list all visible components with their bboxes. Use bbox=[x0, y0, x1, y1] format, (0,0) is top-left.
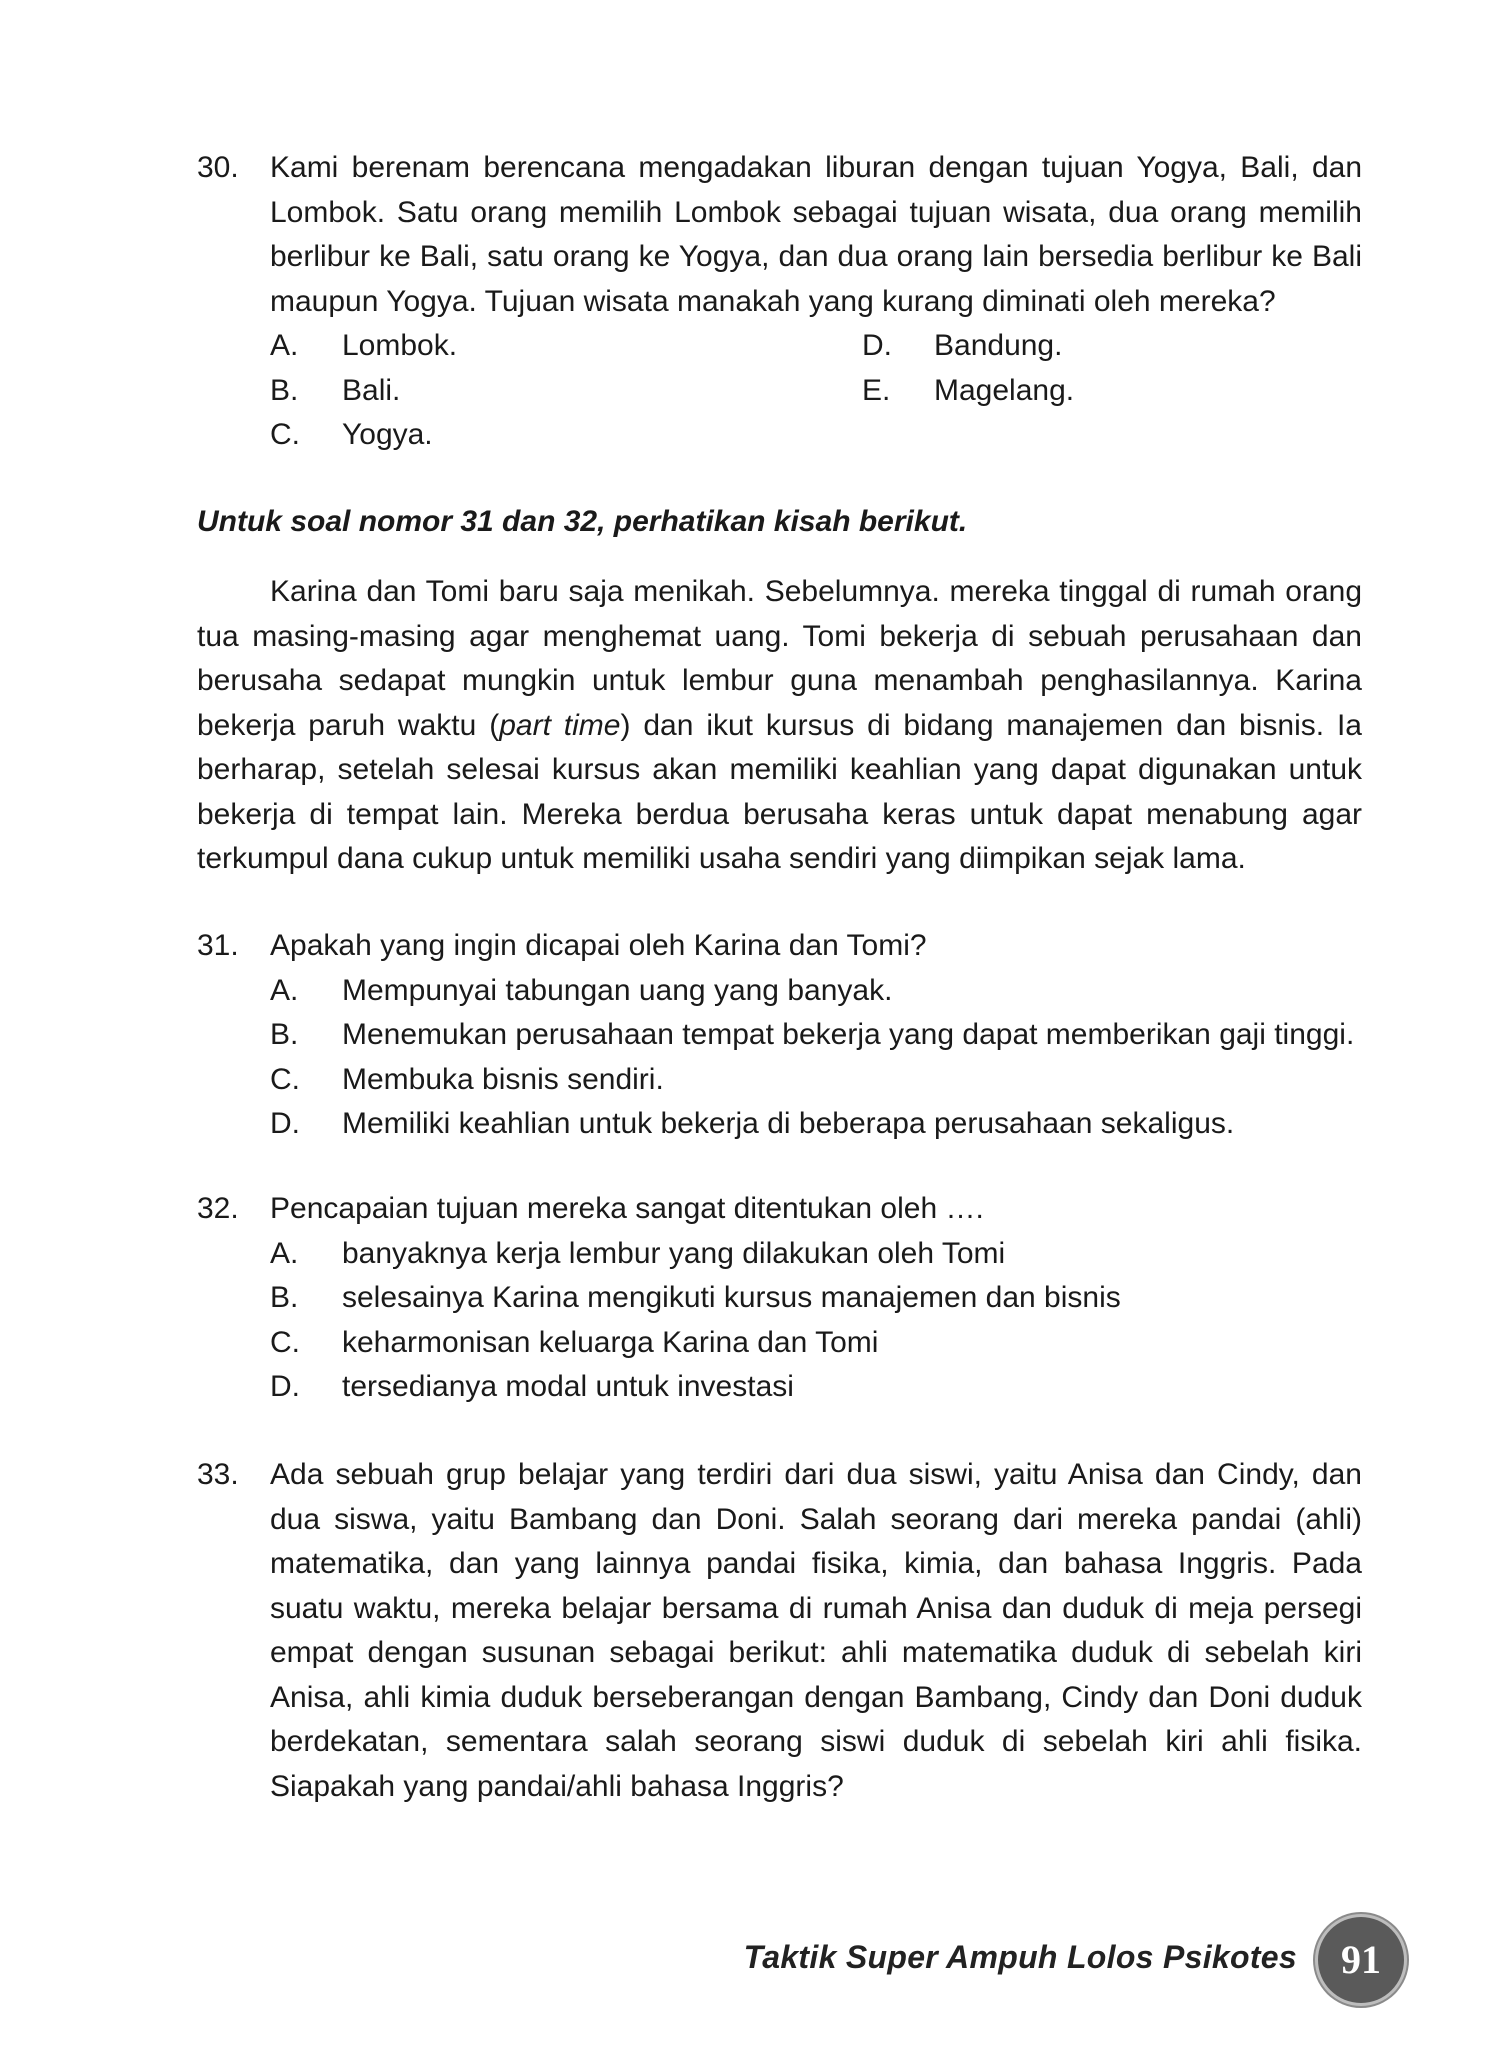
option-b bbox=[270, 1276, 1362, 1321]
option-letter: A. bbox=[270, 1236, 299, 1270]
option-d bbox=[270, 1102, 1362, 1147]
question-31 bbox=[197, 924, 1362, 1147]
option-letter: B. bbox=[270, 1018, 299, 1051]
option-d bbox=[270, 1365, 1362, 1410]
section-intro: Untuk soal nomor 31 dan 32, perhatikan kisah berikut. bbox=[197, 505, 968, 538]
option-text: Memiliki keahlian untuk bekerja di beberapa perusahaan sekaligus. bbox=[342, 1107, 1235, 1140]
option-letter: B. bbox=[270, 373, 299, 407]
option-letter: C. bbox=[270, 1062, 300, 1096]
option-text: Bali. bbox=[342, 373, 401, 407]
story-italic-term: part time bbox=[499, 708, 621, 742]
question-stem: Pencapaian tujuan mereka sangat ditentukan oleh …. bbox=[270, 1192, 984, 1225]
option-letter: D. bbox=[270, 1370, 300, 1403]
option-b bbox=[270, 369, 830, 414]
option-text: tersedianya modal untuk investasi bbox=[342, 1370, 794, 1403]
question-number: 32. bbox=[197, 1192, 239, 1225]
answer-options bbox=[270, 324, 1362, 458]
question-stem: Kami berenam berencana mengadakan liburan dengan tujuan Yogya, Bali, dan Lombok. Satu orang memilih Lombok sebagai tujuan wisata, dua orang memilih berlibur ke Bali, satu orang ke Yogya, dan dua orang lain bersedia berlibur ke Bali maupun Yogya. Tujuan wisata manakah yang kurang diminati oleh mereka? bbox=[270, 151, 1362, 318]
option-letter: D. bbox=[862, 329, 892, 362]
option-letter: B. bbox=[270, 1281, 299, 1314]
option-letter: D. bbox=[270, 1107, 300, 1140]
question-30 bbox=[197, 146, 1362, 458]
option-text: keharmonisan keluarga Karina dan Tomi bbox=[342, 1325, 879, 1359]
option-text: Yogya. bbox=[342, 418, 433, 451]
option-letter: C. bbox=[270, 418, 300, 451]
option-text: Magelang. bbox=[934, 373, 1075, 407]
option-text: Menemukan perusahaan tempat bekerja yang dapat memberikan gaji tinggi. bbox=[342, 1018, 1355, 1051]
answer-options bbox=[270, 969, 1362, 1147]
option-a bbox=[270, 1232, 1362, 1277]
option-text: selesainya Karina mengikuti kursus manajemen dan bisnis bbox=[342, 1281, 1121, 1314]
page-number: 91 bbox=[1341, 1937, 1381, 1982]
story-paragraph bbox=[197, 570, 1362, 882]
option-text: Lombok. bbox=[342, 329, 458, 362]
option-c bbox=[270, 1058, 1362, 1103]
option-a bbox=[270, 324, 830, 369]
question-stem: Apakah yang ingin dicapai oleh Karina dan Tomi? bbox=[270, 929, 927, 962]
option-text: Mempunyai tabungan uang yang banyak. bbox=[342, 973, 893, 1007]
question-number: 30. bbox=[197, 151, 239, 184]
option-b bbox=[270, 1013, 1362, 1058]
option-letter: A. bbox=[270, 973, 299, 1007]
question-33 bbox=[197, 1453, 1362, 1809]
option-c bbox=[270, 413, 830, 458]
option-text: Bandung. bbox=[934, 329, 1063, 362]
question-number: 31. bbox=[197, 929, 239, 962]
answer-options bbox=[270, 1232, 1362, 1410]
option-a bbox=[270, 969, 1362, 1014]
page-number-badge bbox=[1318, 1917, 1404, 2003]
option-text: Membuka bisnis sendiri. bbox=[342, 1062, 664, 1096]
question-32 bbox=[197, 1187, 1362, 1410]
option-text: banyaknya kerja lembur yang dilakukan oleh Tomi bbox=[342, 1236, 1006, 1270]
story-text-part2: ) dan ikut kursus di bidang manajemen dan bisnis. Ia berharap, setelah selesai kursus akan memiliki keahlian yang dapat digunakan untuk bekerja di tempat lain. Mereka berdua berusaha keras untuk dapat menabung agar terkumpul dana cukup untuk memiliki usaha sendiri yang diimpikan sejak lama. bbox=[197, 708, 1362, 875]
question-number: 33. bbox=[197, 1458, 239, 1491]
option-letter: E. bbox=[862, 373, 891, 407]
option-letter: C. bbox=[270, 1325, 300, 1359]
option-letter: A. bbox=[270, 329, 299, 362]
book-title: Taktik Super Ampuh Lolos Psikotes bbox=[743, 1939, 1297, 1975]
story-text-part1: Karina dan Tomi baru saja menikah. Sebelumnya. mereka tinggal di rumah orang tua masing-masing agar menghemat uang. Tomi bekerja di sebuah perusahaan dan berusaha sedapat mungkin untuk lembur guna menambah penghasilannya. Karina bekerja paruh waktu ( bbox=[197, 575, 1362, 742]
question-stem: Ada sebuah grup belajar yang terdiri dari dua siswi, yaitu Anisa dan Cindy, dan dua siswa, yaitu Bambang dan Doni. Salah seorang dari mereka pandai (ahli) matematika, dan yang lainnya pandai fisika, kimia, dan bahasa Inggris. Pada suatu waktu, mereka belajar bersama di rumah Anisa dan duduk di meja persegi empat dengan susunan sebagai berikut: ahli matematika duduk di sebelah kiri Anisa, ahli kimia duduk berseberangan dengan Bambang, Cindy dan Doni duduk berdekatan, sementara salah seorang siswi duduk di sebelah kiri ahli fisika. Siapakah yang pandai/ahli bahasa Inggris? bbox=[270, 1458, 1362, 1803]
option-d bbox=[862, 324, 1422, 369]
option-c bbox=[270, 1321, 1362, 1366]
option-e bbox=[862, 369, 1422, 414]
